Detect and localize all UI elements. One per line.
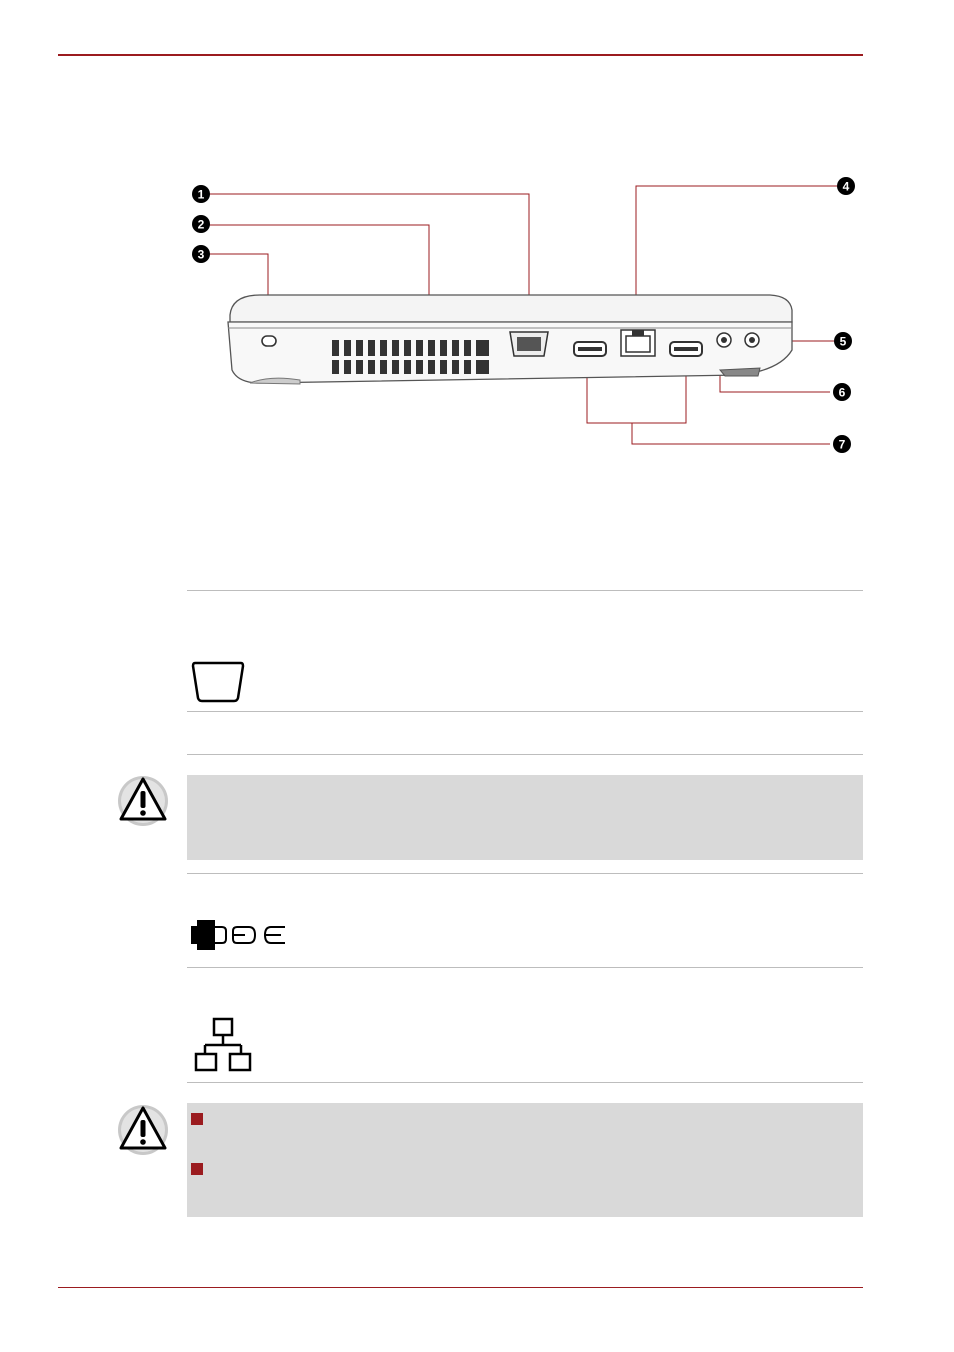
callout-2-label: 2 — [197, 217, 205, 232]
section-separator — [187, 590, 863, 591]
callout-5-label: 5 — [839, 334, 847, 349]
header-rule — [58, 54, 863, 56]
usb-icon — [189, 918, 287, 952]
callout-6-label: 6 — [838, 385, 846, 400]
warning-triangle-icon — [116, 773, 170, 827]
callout-3-label: 3 — [197, 247, 205, 262]
lan-port — [621, 330, 655, 356]
caution-note-box-2 — [187, 1103, 863, 1217]
monitor-port-icon — [191, 661, 245, 703]
bullet-marker — [191, 1113, 203, 1125]
section-separator — [187, 967, 863, 968]
usb-port-1 — [574, 342, 606, 356]
section-separator — [187, 1082, 863, 1083]
section-separator — [187, 711, 863, 712]
security-lock-slot — [262, 336, 276, 346]
callout-4-label: 4 — [842, 179, 850, 194]
caution-note-box — [187, 775, 863, 860]
section-separator — [187, 873, 863, 874]
warning-triangle-icon — [116, 1102, 170, 1156]
laptop-side-figure — [180, 170, 880, 470]
monitor-port — [510, 332, 548, 356]
lan-network-icon — [194, 1017, 252, 1073]
bullet-marker — [191, 1163, 203, 1175]
usb-port-2 — [670, 342, 702, 356]
callout-7-label: 7 — [838, 437, 846, 452]
footer-rule — [58, 1287, 863, 1288]
callout-1-label: 1 — [197, 187, 205, 202]
laptop-body — [228, 295, 792, 384]
section-separator — [187, 754, 863, 755]
